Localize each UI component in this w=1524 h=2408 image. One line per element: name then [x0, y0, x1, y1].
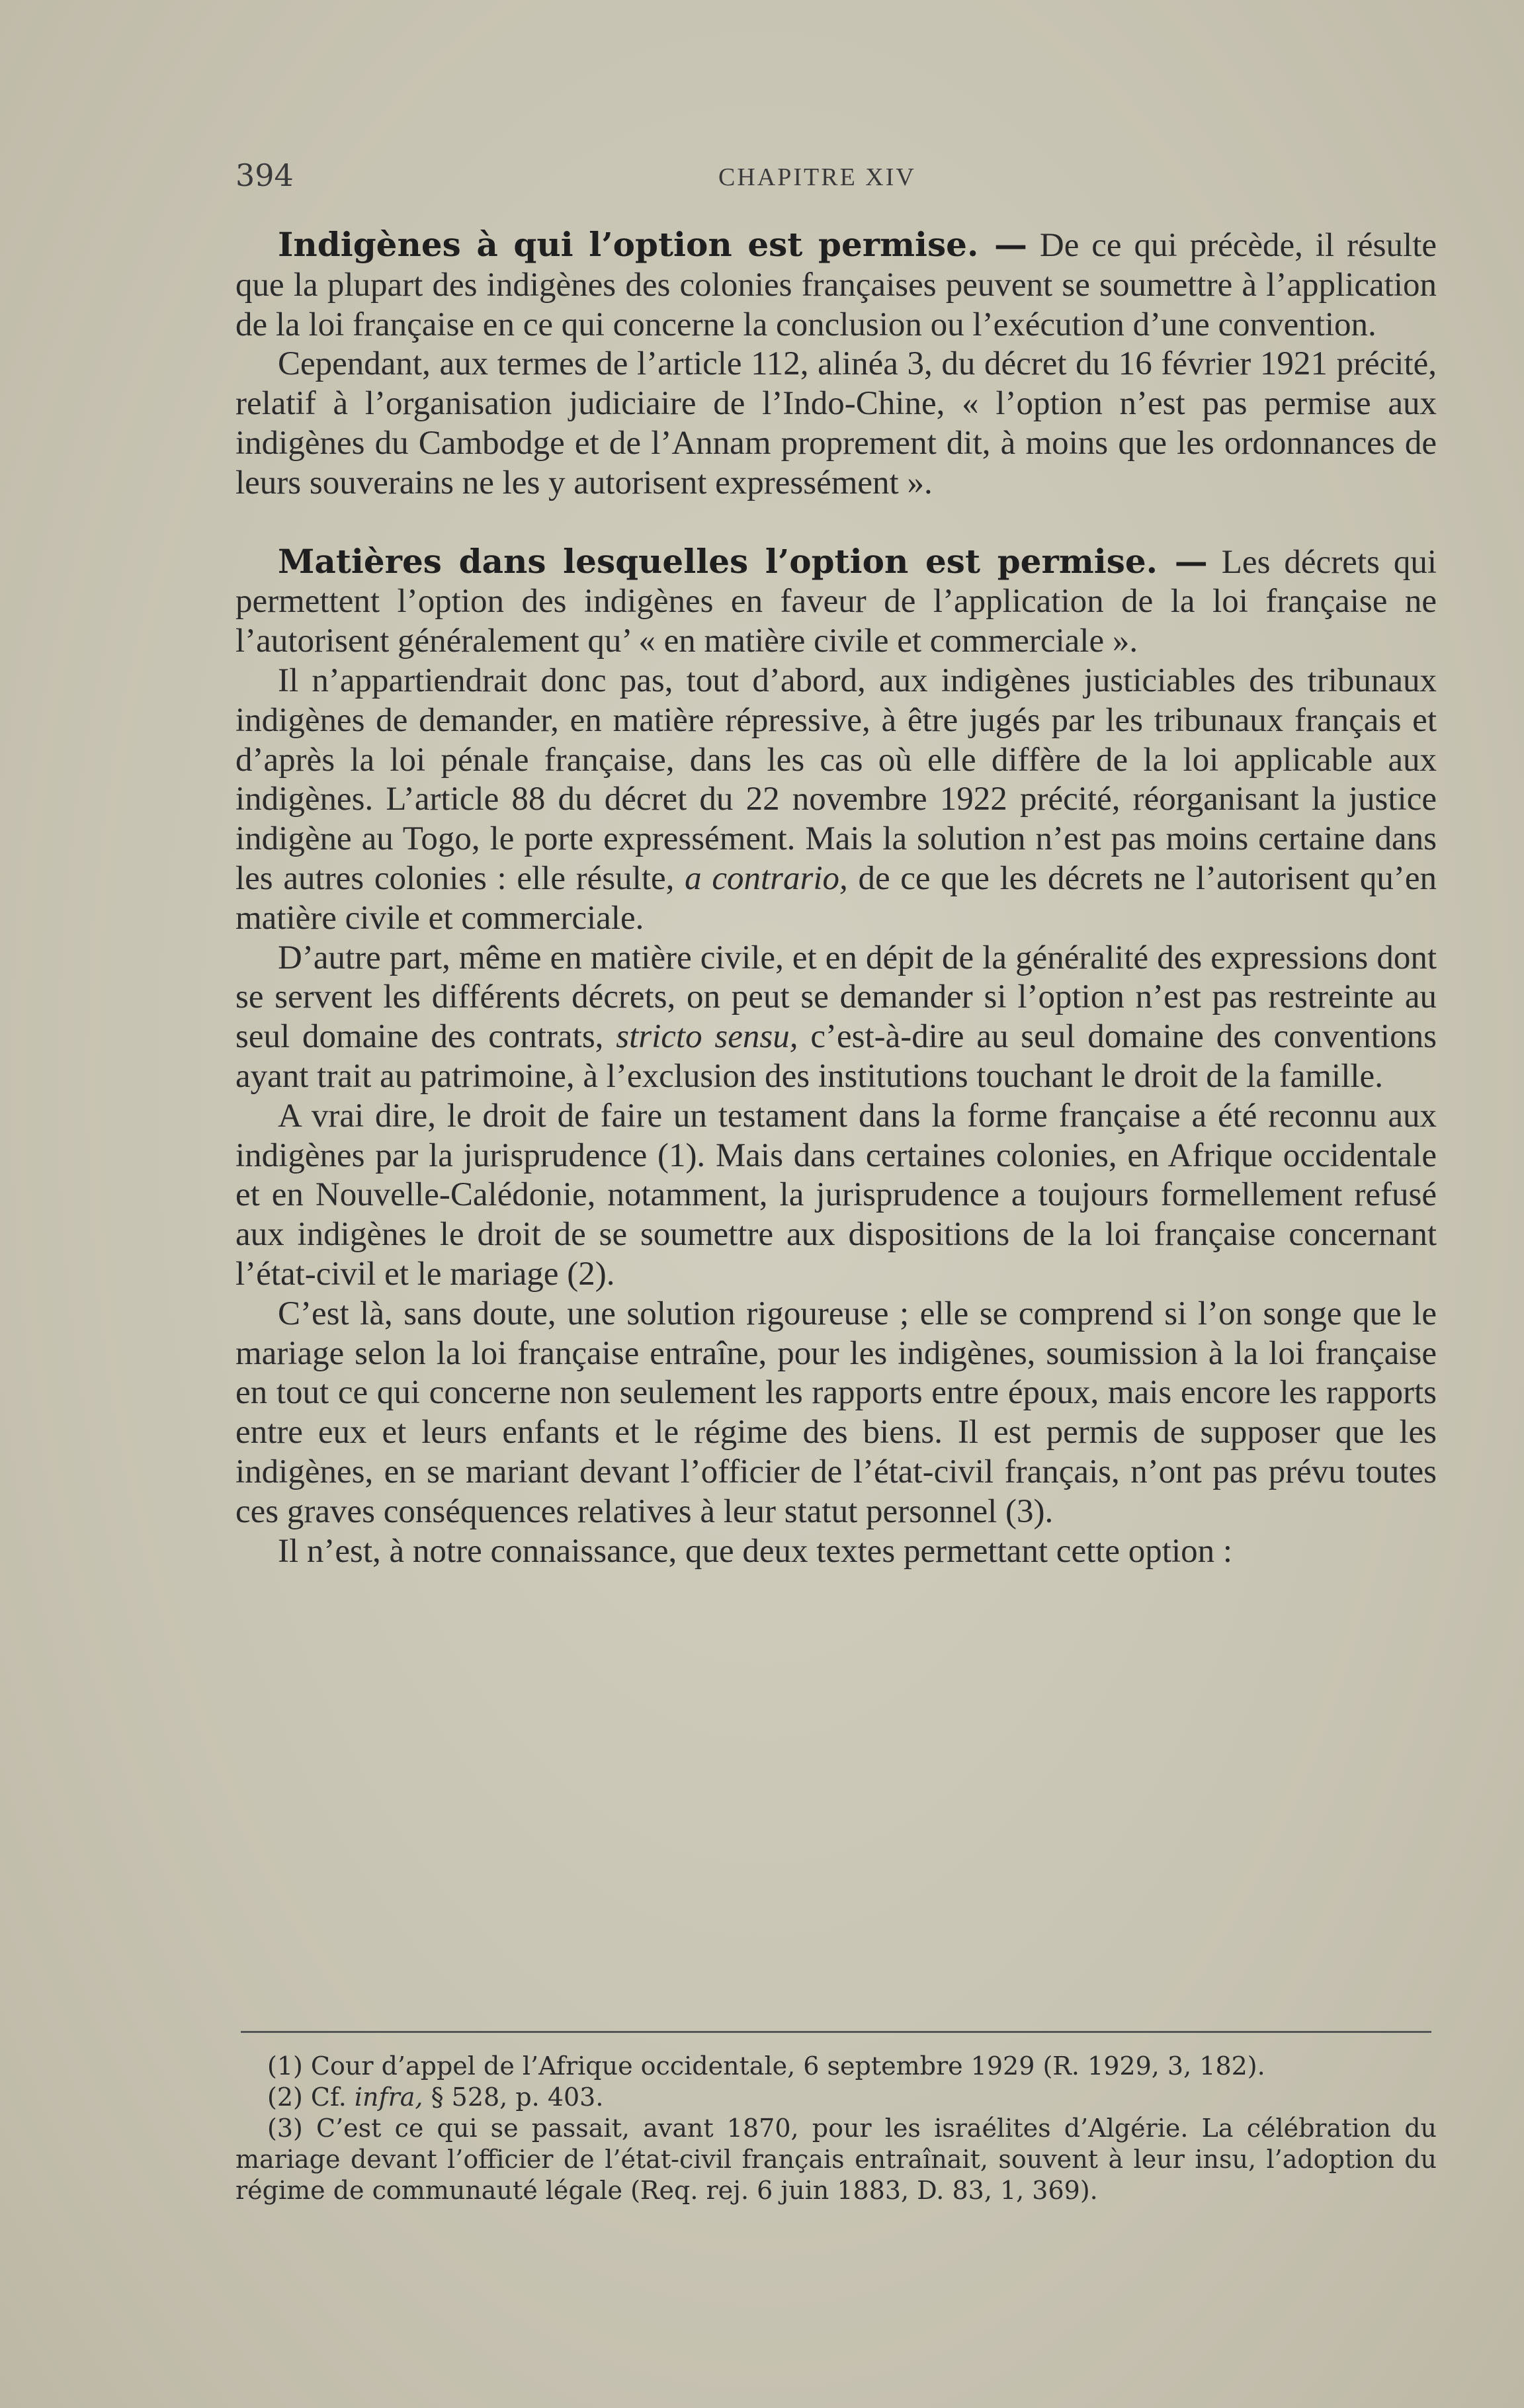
paragraph: C’est là, sans doute, une solution rigoureuse ; elle se comprend si l’on songe que le mariage selon la loi française entraîne, pour les indigènes, soumission à la loi française en tout ce qui concerne non seulement les rapports entre époux, mais encore les rapports entre eux et leurs enfants et le régime des biens. Il est permis de supposer que les indigènes, en se mariant devant l’officier de l’état-civil français, n’ont pas prévu toutes ces graves conséquences relatives à leur statut personnel (3). — [235, 1295, 1437, 1530]
paragraph-text: c’est-à-dire au seul domaine des conventions ayant trait au patrimoine, à l’exclusion des institutions touchant le droit de la famille. — [235, 1018, 1437, 1095]
paragraph-text: Il n’appartiendrait donc pas, tout d’abord, aux indigènes justiciables des tribunaux indigènes de demander, en matière répressive, à être jugés par les tribunaux français et d’après la loi pénale française, dans les cas où elle diffère de la loi applicable aux indigènes. L’article 88 du décret du 22 novembre 1922 précité, réorganisant la justice indigène au Togo, le porte expressément. Mais la solution n’est pas moins certaine dans les autres colonies : elle résulte, — [235, 662, 1437, 897]
italic-text: a contrario, — [685, 859, 848, 897]
paragraph-text: De ce qui précède, il résulte que la plupart des indigènes des colonies françaises peuvent se soumettre à l’application de la loi française en ce qui concerne la conclusion ou l’exécution d’une convention. — [235, 227, 1437, 343]
italic-text: infra, — [354, 2083, 423, 2112]
running-head: CHAPITRE XIV — [718, 163, 916, 191]
footnote: (1) Cour d’appel de l’Afrique occidentale, 6 septembre 1929 (R. 1929, 3, 182). — [267, 2051, 1265, 2081]
footnote-text: § 528, p. 403. — [431, 2083, 604, 2112]
footnotes — [235, 2051, 1437, 2206]
footnote-text: (2) Cf. — [267, 2083, 347, 2112]
paragraph-text: Les décrets qui permettent l’option des indigènes en faveur de l’application de la loi française ne l’autorisent généralement qu’ « en matière civile et commerciale ». — [235, 543, 1437, 660]
paragraph — [235, 939, 1437, 1097]
paragraph — [235, 225, 1437, 345]
paragraph — [235, 542, 1437, 662]
main-text — [235, 225, 1437, 1571]
page-header — [235, 157, 1437, 197]
paragraph: Cependant, aux termes de l’article 112, alinéa 3, du décret du 16 février 1921 précité, relatif à l’organisation judiciaire de l’Indo-Chine, « l’option n’est pas permise aux indigènes du Cambodge et de l’Annam proprement dit, à moins que les ordonnances de leurs souverains ne les y autorisent expressément ». — [235, 345, 1437, 501]
paragraph: Il n’est, à notre connaissance, que deux textes permettant cette option : — [278, 1532, 1233, 1570]
italic-text: stricto sensu, — [616, 1018, 798, 1056]
footnote: (3) C’est ce qui se passait, avant 1870, pour les israélites d’Algérie. La célébration du mariage devant l’officier de l’état-civil français entraînait, souvent à leur insu, l’adoption du régime de communauté légale (Req. rej. 6 juin 1883, D. 83, 1, 369). — [235, 2114, 1437, 2205]
footnote — [235, 2082, 1437, 2113]
paragraph-text: D’autre part, même en matière civile, et en dépit de la généralité des expressions dont se servent les différents décrets, on peut se demander si l’option n’est pas restreinte au seul domaine des contrats, — [235, 939, 1437, 1056]
page-number: 394 — [235, 157, 294, 193]
footnote-divider — [241, 2031, 1431, 2033]
paragraph: A vrai dire, le droit de faire un testament dans la forme française a été reconnu aux indigènes par la jurisprudence (1). Mais dans certaines colonies, en Afrique occidentale et en Nouvelle-Calédonie, notamment, la jurisprudence a toujours formellement refusé aux indigènes le droit de se soumettre aux dispositions de la loi française concernant l’état-civil et le mariage (2). — [235, 1097, 1437, 1293]
section-heading: Matières dans lesquelles l’option est permise. — — [278, 541, 1208, 581]
section-heading: Indigènes à qui l’option est permise. — — [278, 225, 1027, 264]
paragraph-text: de ce que les décrets ne l’autorisent qu’en matière civile et commerciale. — [235, 859, 1437, 937]
paragraph — [235, 662, 1437, 939]
